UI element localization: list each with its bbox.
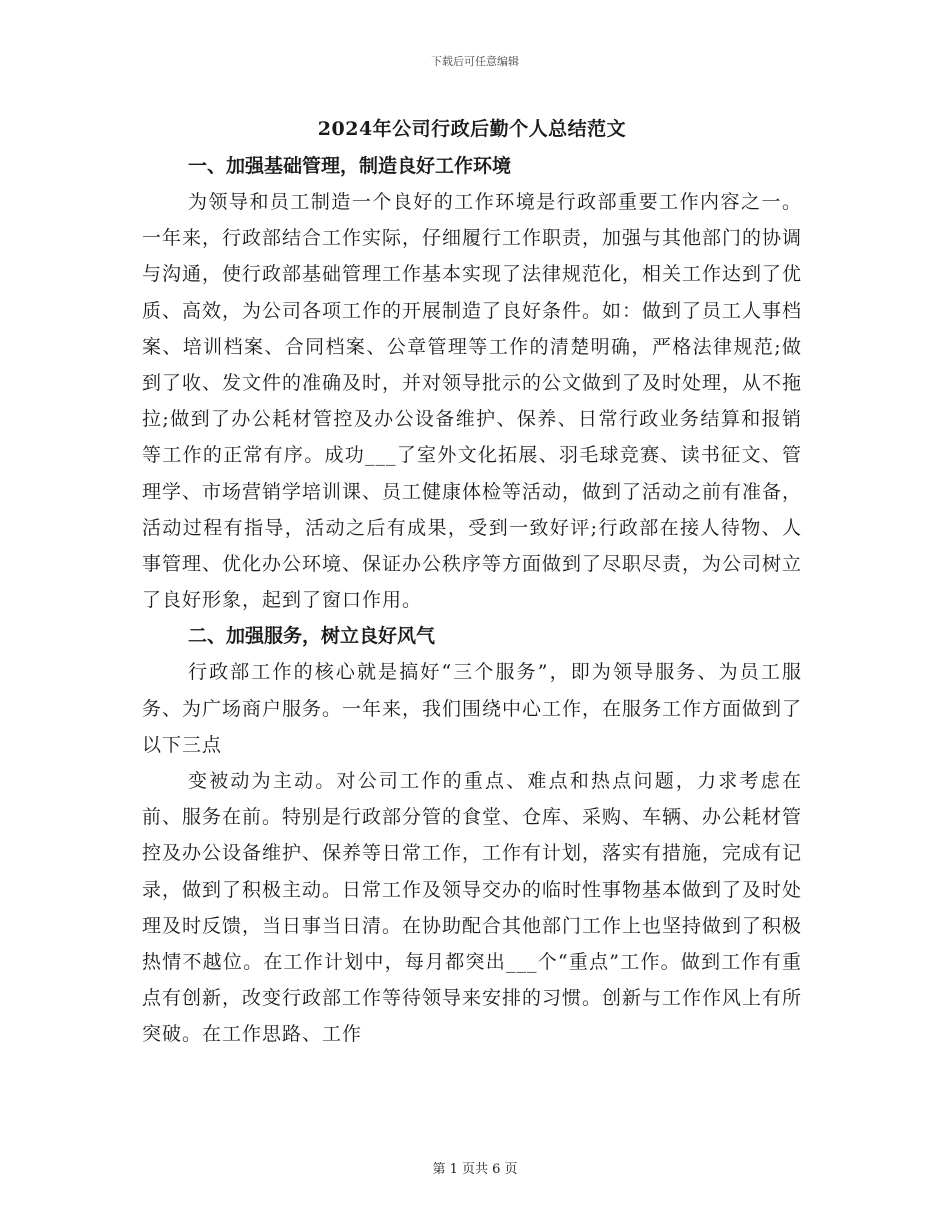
page-header: 下载后可任意编辑 xyxy=(431,55,519,68)
section-2-paragraph-2: 变被动为主动。对公司工作的重点、难点和热点问题，力求考虑在前、服务在前。特别是行政部分管的食堂、仓库、采购、车辆、办公耗材管控及办公设备维护、保养等日常工作，工作有计划，落实有措施，完成有记录，做到了积极主动。日常工作及领导交办的临时性事物基本做到了及时处理及时反馈，当日事当日清。在协助配合其他部门工作上也坚持做到了积极热情不越位。在工作计划中，每月都突出___个“重点”工作。做到工作有重点有创新，改变行政部工作等待领导来安排的习惯。创新与工作作风上有所突破。在工作思路、工作 xyxy=(142,770,803,1046)
section-2-paragraph-1: 行政部工作的核心就是搞好“三个服务”，即为领导服务、为员工服务、为广场商户服务。一年来，我们围绕中心工作，在服务工作方面做到了以下三点 xyxy=(142,661,803,756)
section-1-paragraph-1: 为领导和员工制造一个良好的工作环境是行政部重要工作内容之一。一年来，行政部结合工作实际，仔细履行工作职责，加强与其他部门的协调与沟通，使行政部基础管理工作基本实现了法律规范化，相关工作达到了优质、高效，为公司各项工作的开展制造了良好条件。如：做到了员工人事档案、培训档案、合同档案、公章管理等工作的清楚明确，严格法律规范;做到了收、发文件的准确及时，并对领导批示的公文做到了及时处理，从不拖拉;做到了办公耗材管控及办公设备维护、保养、日常行政业务结算和报销等工作的正常有序。成功___了室外文化拓展、羽毛球竞赛、读书征文、管理学、市场营销学培训课、员工健康体检等活动，做到了活动之前有准备，活动过程有指导，活动之后有成果，受到一致好评;行政部在接人待物、人事管理、优化办公环境、保证办公秩序等方面做到了尽职尽责，为公司树立了良好形象，起到了窗口作用。 xyxy=(142,191,803,612)
section-heading-1: 一、加强基础管理，制造良好工作环境 xyxy=(188,155,512,177)
page-footer: 第 1 页共 6 页 xyxy=(432,1162,518,1177)
section-heading-2: 二、加强服务，树立良好风气 xyxy=(188,625,436,648)
document-title: 2024年公司行政后勤个人总结范文 xyxy=(317,118,627,140)
document-body xyxy=(142,114,802,1053)
